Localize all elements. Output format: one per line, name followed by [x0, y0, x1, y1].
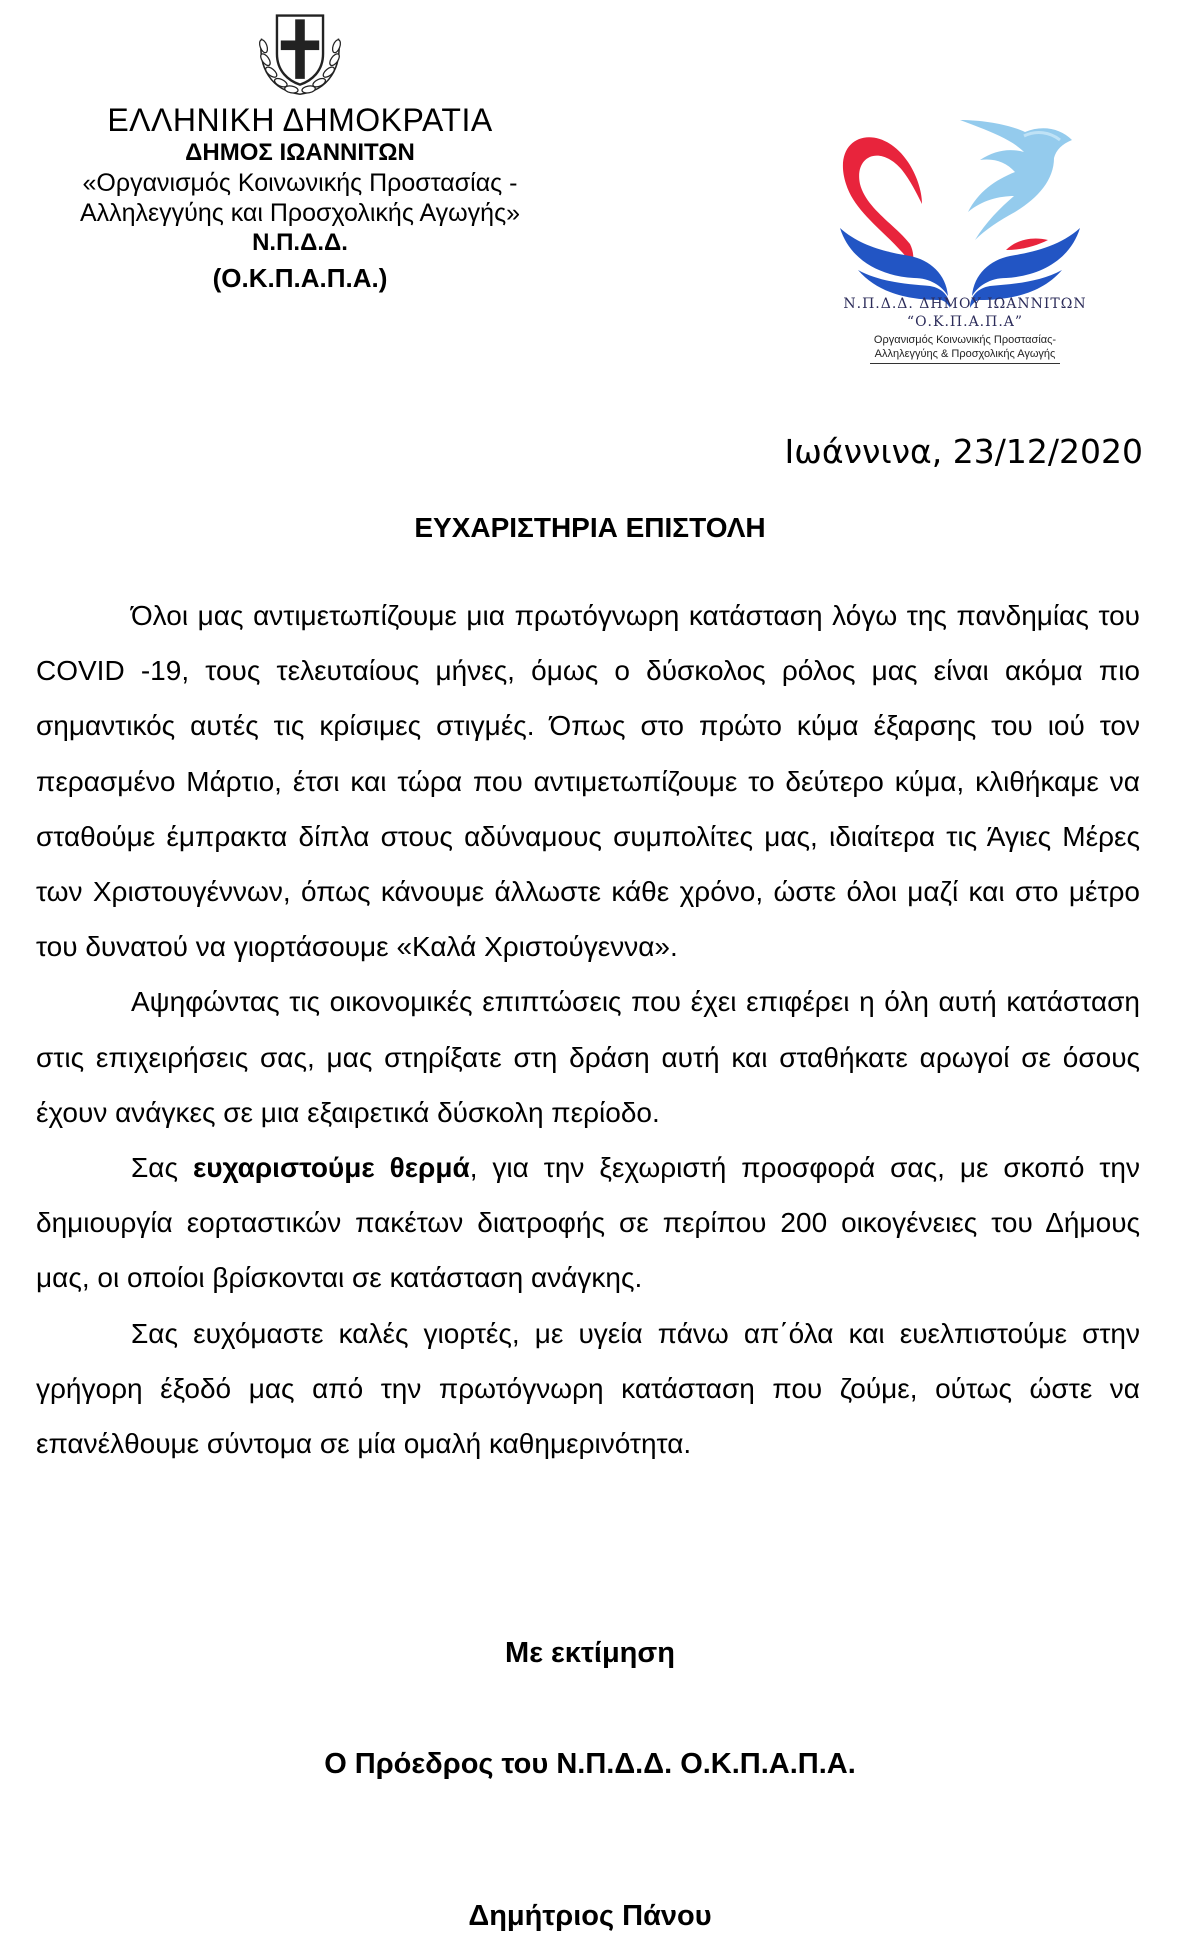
logo-caption-line1: Ν.Π.Δ.Δ. ΔΗΜΟΥ ΙΩΑΝΝΙΤΩΝ [843, 296, 1087, 312]
letter-title: ΕΥΧΑΡΙΣΤΗΡΙΑ ΕΠΙΣΤΟΛΗ [414, 512, 766, 543]
logo-caption-line2: “Ο.Κ.Π.Α.Π.Α” [906, 314, 1024, 330]
logo-underline [870, 363, 1060, 364]
organization-name-line2: Αλληλεγγύης και Προσχολικής Αγωγής» [79, 199, 521, 227]
paragraph-3-end: , για την ξεχωριστή προσφορά σας, με σκοπό την δημιουργία εορταστικών πακέτων διατροφής σε περίπου 200 οικογένειες του Δήμους μας, οι οποίοι βρίσκονται σε κατάσταση ανάγκης. [36, 1152, 1140, 1294]
paragraph-3-start: Σας [131, 1152, 193, 1184]
paragraph-2: Αψηφώντας τις οικονομικές επιπτώσεις που έχει επιφέρει η όλη αυτή κατάσταση στις επιχειρήσεις σας, μας στηρίξατε στη δράση αυτή και σταθήκατε αρωγοί σε όσους έχουν ανάγκες σε μια εξαιρετικά δύσκολη περίοδο. [36, 986, 1140, 1128]
logo-caption-line3: Οργανισμός Κοινωνικής Προστασίας- [873, 334, 1057, 346]
organization-abbreviation: (Ο.Κ.Π.Α.Π.Α.) [212, 263, 388, 293]
closing-salutation: Με εκτίμηση [505, 1637, 675, 1669]
paragraph-4: Σας ευχόμαστε καλές γιορτές, με υγεία πάνω απ΄όλα και ευελπιστούμε στην γρήγορη έξοδό μας από την πρωτόγνωρη κατάσταση που ζούμε, ούτως ώστε να επανέλθουμε σύντομα σε μία ομαλή καθημερινότητα. [36, 1317, 1140, 1460]
legal-entity-type: Ν.Π.Δ.Δ. [252, 229, 348, 256]
logo-caption-line4: Αλληλεγγύης & Προσχολικής Αγωγής [874, 348, 1056, 360]
municipality-heading: ΔΗΜΟΣ ΙΩΑΝΝΙΤΩΝ [185, 139, 415, 166]
signatory-title: Ο Πρόεδρος του Ν.Π.Δ.Δ. Ο.Κ.Π.Α.Π.Α. [324, 1748, 856, 1780]
letterhead [40, 0, 560, 296]
letter-body [36, 588, 1140, 1471]
paragraph-1: Όλοι μας αντιμετωπίζουμε μια πρωτόγνωρη κατάσταση λόγω της πανδημίας του COVID -19, τους τελευταίους μήνες, όμως ο δύσκολος ρόλος μας είναι ακόμα πιο σημαντικός αυτές τις κρίσιμες στιγμές. Όπως στο πρώτο κύμα έξαρσης του ιού τον περασμένο Μάρτιο, έτσι και τώρα που αντιμετωπίζουμε το δεύτερο κύμα, κλιθήκαμε να σταθούμε έμπρακτα δίπλα στους αδύναμους συμπολίτες μας, ιδιαίτερα τις Άγιες Μέρες των Χριστουγέννων, όπως κάνουμε άλλωστε κάθε χρόνο, ώστε όλοι μαζί και στο μέτρο του δυνατού να γιορτάσουμε «Καλά Χριστούγεννα». [36, 600, 1140, 963]
republic-heading: ΕΛΛΗΝΙΚΗ ΔΗΜΟΚΡΑΤΙΑ [107, 102, 493, 138]
greek-coat-of-arms-icon [252, 4, 348, 100]
organization-name-line1: «Οργανισμός Κοινωνικής Προστασίας - [82, 169, 518, 197]
paragraph-3 [36, 1140, 1140, 1306]
paragraph-3-emphasis: ευχαριστούμε θερμά [192, 1152, 470, 1184]
letter-date: Ιωάννινα, 23/12/2020 [784, 432, 1143, 471]
signatory-name: Δημήτριος Πάνου [468, 1900, 712, 1932]
